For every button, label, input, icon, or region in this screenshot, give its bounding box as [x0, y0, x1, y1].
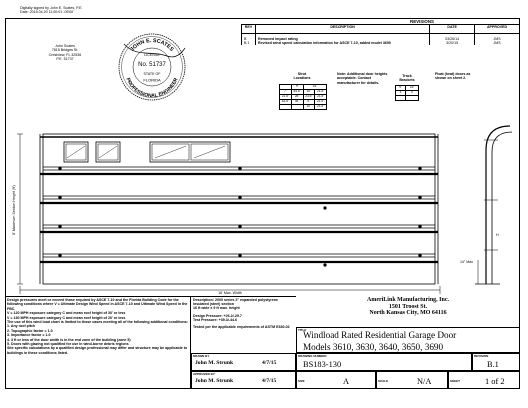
condition-3: 3. Importance factor = 1.0 — [7, 333, 51, 338]
track-cell: 4 — [405, 91, 418, 96]
sheet-value: 1 of 2 — [485, 377, 505, 386]
revisions-table — [241, 24, 520, 45]
seal-top-arc: JOHN E. SCATES — [129, 37, 175, 53]
company-street: 1501 Troost St. — [388, 303, 428, 310]
rev-description: Revised wind speed calculation information for ASCE 7-10, added model 3690 — [257, 41, 391, 46]
seal-license: LICENSE — [144, 53, 160, 57]
condition-5: 5. Doors with glazing not qualified for use in wind-borne debris regions — [7, 342, 129, 347]
height-dimension-label: 8' Maximum Section Height (9') — [12, 185, 16, 235]
strut-table — [279, 84, 327, 110]
size-cell — [296, 371, 376, 389]
sheet-label: SHEET — [450, 379, 461, 383]
seal-state: STATE OF — [143, 72, 161, 76]
spec-description: Description: 2000 series 2" expanded polystyrene insulated (steel) section — [193, 298, 278, 307]
strut-cell: 9" — [303, 100, 315, 105]
strut-cell: 44.5" — [291, 90, 303, 95]
strut-table-title — [284, 72, 320, 80]
revision-approved — [475, 34, 520, 46]
strut-cell: 28" — [291, 95, 303, 100]
strut-title: Strut — [297, 72, 307, 76]
rev-id: B — [244, 37, 247, 41]
strut-cell: 43.5" — [280, 100, 292, 105]
drawing-number: BS183-130 — [303, 360, 342, 369]
condition-1: 1. Any roof pitch — [7, 324, 36, 329]
approved-col-header: APPROVED — [475, 25, 520, 34]
strut-cell — [291, 105, 303, 110]
title-line-2: Models 3610, 3630, 3640, 3650, 3690 — [303, 342, 444, 352]
v2-note: V = 130 MPH exposure category C and mean roof height of 20' or less — [7, 315, 126, 320]
revision-cell — [242, 34, 256, 46]
revision-description — [255, 34, 429, 46]
company-city: North Kansas City, MO 64116 — [369, 310, 447, 317]
condition-6: Site specific calculations by a qualified design professional may differ and structure may be applicable to buildings in these conditions listed. — [7, 346, 188, 355]
approved-by-label: APPROVED BY — [193, 372, 215, 376]
size-label: SIZE — [298, 379, 305, 383]
design-notes-block — [5, 296, 191, 389]
design-spec-block — [191, 296, 296, 335]
revision-row — [242, 34, 520, 46]
approved-date: 4/7/15 — [262, 378, 277, 384]
signature-line-1: Digitally signed by John E. Scates, P.E. — [20, 6, 83, 10]
engineer-street: 7815 Bridges St. — [51, 48, 79, 53]
strut-subtitle: Locations — [293, 76, 311, 81]
rev-description: Removed impact rating — [257, 37, 298, 41]
approved-by-name: John M. Strunk — [195, 378, 234, 384]
strut-cell: 21.5" — [315, 90, 327, 95]
drawn-by-cell — [191, 353, 296, 371]
rev-approved: JMS — [493, 41, 501, 46]
scale-label: SCALE — [378, 379, 389, 383]
revision-cell — [472, 353, 520, 371]
width-dimension-label: 16' Max. Width — [218, 291, 242, 295]
rev-date: 03/26/14 — [445, 37, 460, 41]
drawn-date: 4/7/15 — [262, 360, 277, 366]
strut-cell: 35" — [291, 100, 303, 105]
track-dimension-label-2: H — [496, 233, 499, 237]
track-title: Track — [402, 74, 412, 78]
condition-4: 4. 3 ft or less of the door width is in the end zone of the building (zone 5) — [7, 337, 131, 342]
strut-cell: 23.5" — [303, 95, 315, 100]
strut-cell — [280, 105, 292, 110]
track-dimension-label: 14" Max — [459, 260, 473, 264]
digital-signature — [20, 6, 130, 15]
rev-id: B.1 — [244, 41, 250, 46]
scale-value: N/A — [417, 377, 432, 386]
track-table-title — [393, 74, 421, 82]
rev-approved: JMS — [493, 37, 501, 41]
float-note: Float (heat) doors as shown on sheet 2. — [435, 72, 471, 81]
condition-2: 2. Topographic factor = 1.0 — [7, 328, 53, 333]
seal-bottom-arc: PROFESSIONAL ENGINEER — [124, 77, 180, 100]
seal-florida: FLORIDA — [143, 77, 161, 83]
svg-text:JOHN E. SCATES — [129, 38, 174, 53]
seal-number: No. 51737 — [138, 62, 166, 68]
track-header: 16' — [405, 86, 418, 91]
date-col-header: DATE — [430, 25, 475, 34]
design-pressures-note: Design pressures meet or exceed those required by ASCE 7-10 and the Florida Building Code for the following conditions where V = Ultimate Design Wind Speed in ASCE 7-10 and Ultimate Wind Speed in the FBC. — [7, 298, 188, 311]
strut-cell: 21.5" — [315, 95, 327, 100]
spec-listing: Tested per the applicable requirements of ASTM E330-02 — [193, 325, 290, 330]
sheet-cell — [448, 371, 520, 389]
strut-header: 9' — [291, 85, 303, 90]
engineer-pe: P.E. 51737 — [56, 57, 74, 62]
drawn-by-label: DRAWN BY — [193, 354, 210, 358]
title-line-1: Windload Rated Residential Garage Door — [303, 330, 457, 340]
title-cell — [296, 327, 520, 353]
track-table — [395, 85, 419, 101]
spec-test-pressure: Test Pressure: +39.3/-44.6 — [193, 317, 237, 322]
spec-type: 16 ft wide x 9 ft max. height — [193, 306, 240, 311]
use-note: The use of this wind load chart is limited to those cases meeting all of the following additional conditions: — [7, 320, 188, 325]
approved-by-cell — [191, 371, 296, 389]
strut-cell: 10" — [303, 105, 315, 110]
revision-value: B.1 — [487, 360, 499, 369]
strut-cell: 7' — [280, 90, 292, 95]
size-value: A — [343, 377, 350, 386]
company-name: AmeriLink Manufacturing, Inc. — [366, 297, 449, 303]
track-header: 9' — [396, 86, 406, 91]
track-cell: 3 — [396, 91, 406, 96]
track-cell — [405, 96, 418, 101]
engineer-city: Crestview, FL 32536 — [48, 52, 82, 57]
track-subtitle: Brackets — [399, 78, 415, 83]
strut-cell: 21.5" — [315, 100, 327, 105]
strut-cell: 21.5" — [315, 105, 327, 110]
v1-note: V = 120 MPH exposure category C and mean roof height of 30' or less — [7, 311, 126, 316]
description-col-header: DESCRIPTION — [255, 25, 429, 34]
strut-cell: 10" — [303, 90, 315, 95]
signature-line-2: Date: 2015.04.20 11:00:01 -05'00' — [20, 10, 74, 15]
track-cell — [396, 96, 406, 101]
engineer-name: John Scates — [55, 44, 75, 48]
revision-date — [430, 34, 475, 46]
revisions-header-row — [242, 25, 520, 34]
scale-cell — [376, 371, 448, 389]
strut-header: 16' — [303, 85, 327, 90]
drawing-number-cell — [296, 353, 472, 371]
rev-col-header: REV — [242, 25, 256, 34]
revisions-title: REVISIONS — [410, 19, 434, 24]
heights-note: Note: Additional door heights acceptable. Contact manufacturer for details. — [337, 72, 388, 85]
strut-cell: 21.5" — [280, 95, 292, 100]
drawn-by-name: John M. Strunk — [195, 360, 234, 366]
spec-design-pressure: Design Pressure: +26.2/-29.7 — [193, 313, 242, 318]
title-label: TITLE — [298, 328, 307, 332]
drawing-number-label: DRAWING NUMBER — [298, 354, 327, 358]
rev-date: 3/20/15 — [446, 41, 459, 46]
engineer-address — [35, 44, 95, 62]
pe-seal-icon — [117, 32, 187, 102]
revision-label: REVISION — [474, 354, 489, 358]
company-block — [296, 297, 520, 317]
